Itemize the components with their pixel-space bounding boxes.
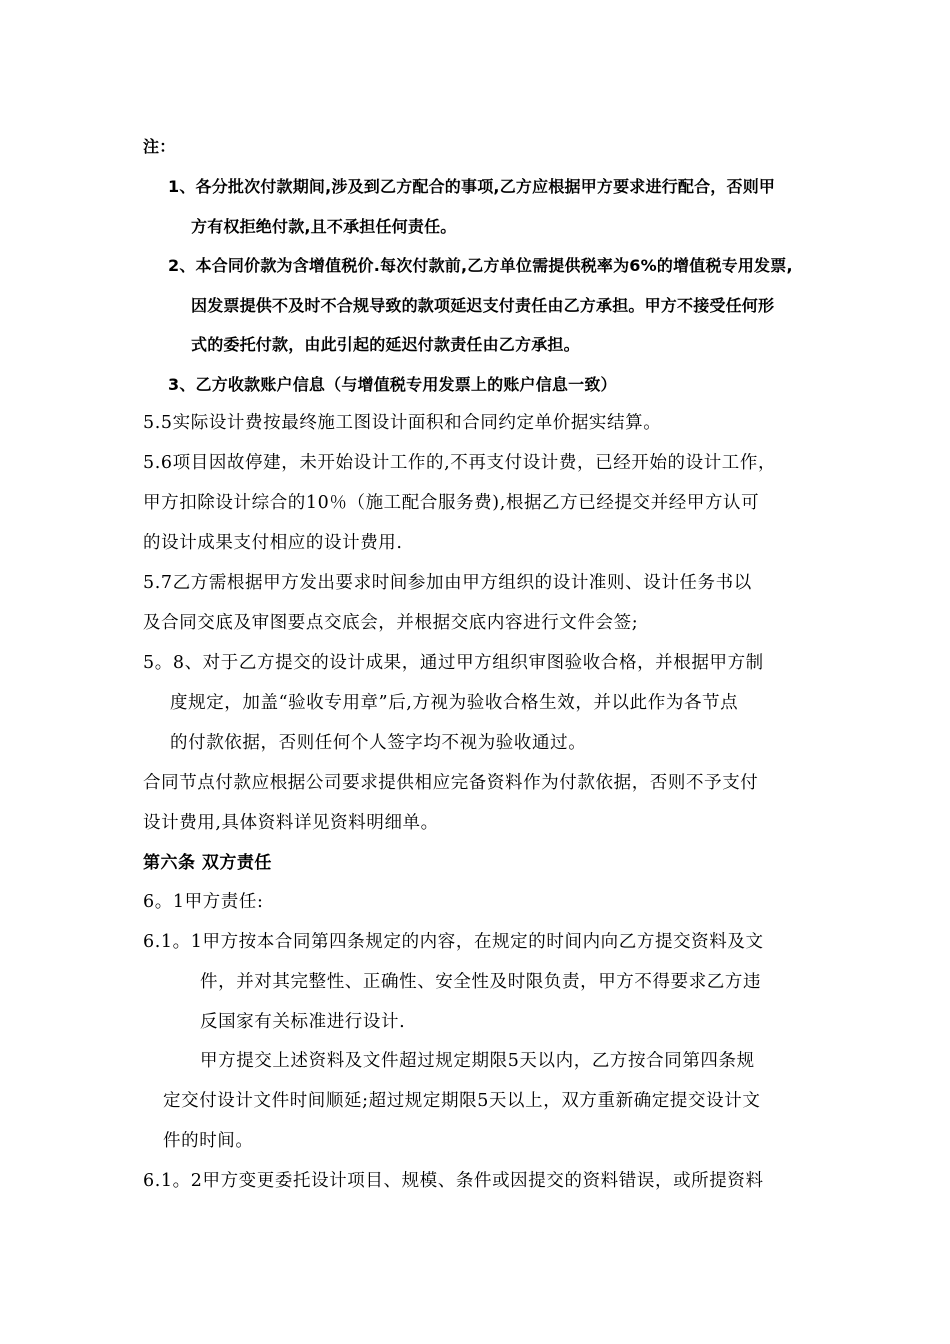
note-2-line-2: 因发票提供不及时不合规导致的款项延迟支付责任由乙方承担。甲方不接受任何形 [191,296,775,315]
clause-5-5: 5.5实际设计费按最终施工图设计面积和合同约定单价据实结算。 [143,413,662,433]
clause-6-1-2-line-1: 6.1。2甲方变更委托设计项目、规模、条件或因提交的资料错误，或所提资料 [143,1171,764,1191]
note-3: 3、乙方收款账户信息（与增值税专用发票上的账户信息一致） [168,375,617,394]
clause-6-1-1-line-3: 反国家有关标准进行设计. [200,1012,406,1032]
clause-6-1-1b-line-3: 件的时间。 [163,1131,254,1151]
clause-6-1-1b-line-1: 甲方提交上述资料及文件超过规定期限5天以内，乙方按合同第四条规 [200,1051,755,1071]
clause-6-1-1-line-1: 6.1。1甲方按本合同第四条规定的内容，在规定的时间内向乙方提交资料及文 [143,932,764,952]
clause-5-8-line-3: 的付款依据，否则任何个人签字均不视为验收通过。 [170,733,587,753]
note-label: 注： [143,137,176,156]
clause-5-6-line-2: 甲方扣除设计综合的10％（施工配合服务费),根据乙方已经提交并经甲方认可 [143,493,760,513]
clause-5-7-line-1: 5.7乙方需根据甲方发出要求时间参加由甲方组织的设计准则、设计任务书以 [143,573,752,593]
article-6-title: 第六条 双方责任 [143,853,272,873]
clause-5-8-line-1: 5。8、对于乙方提交的设计成果，通过甲方组织审图验收合格，并根据甲方制 [143,653,764,673]
clause-5-6-line-1: 5.6项目因故停建，未开始设计工作的,不再支付设计费，已经开始的设计工作， [143,453,777,473]
note-2-line-3: 式的委托付款，由此引起的延迟付款责任由乙方承担。 [191,335,580,354]
clause-5-6-line-3: 的设计成果支付相应的设计费用. [143,533,403,553]
node-payment-line-2: 设计费用,具体资料详见资料明细单。 [143,813,439,833]
note-1-line-1: 1、各分批次付款期间,涉及到乙方配合的事项,乙方应根据甲方要求进行配合，否则甲 [168,177,776,196]
node-payment-line-1: 合同节点付款应根据公司要求提供相应完备资料作为付款依据，否则不予支付 [143,773,759,793]
clause-6-1-1-line-2: 件，并对其完整性、正确性、安全性及时限负责，甲方不得要求乙方违 [200,972,762,992]
clause-6-1-1b-line-2: 定交付设计文件时间顺延;超过规定期限5天以上，双方重新确定提交设计文 [163,1091,761,1111]
note-1-line-2: 方有权拒绝付款,且不承担任何责任。 [191,217,457,236]
clause-5-7-line-2: 及合同交底及审图要点交底会，并根据交底内容进行文件会签; [143,613,639,633]
clause-5-8-line-2: 度规定，加盖“验收专用章”后,方视为验收合格生效，并以此作为各节点 [170,693,739,713]
clause-6-1: 6。1甲方责任: [143,892,264,912]
note-2-line-1: 2、本合同价款为含增值税价.每次付款前,乙方单位需提供税率为6%的增值税专用发票, [168,256,793,275]
